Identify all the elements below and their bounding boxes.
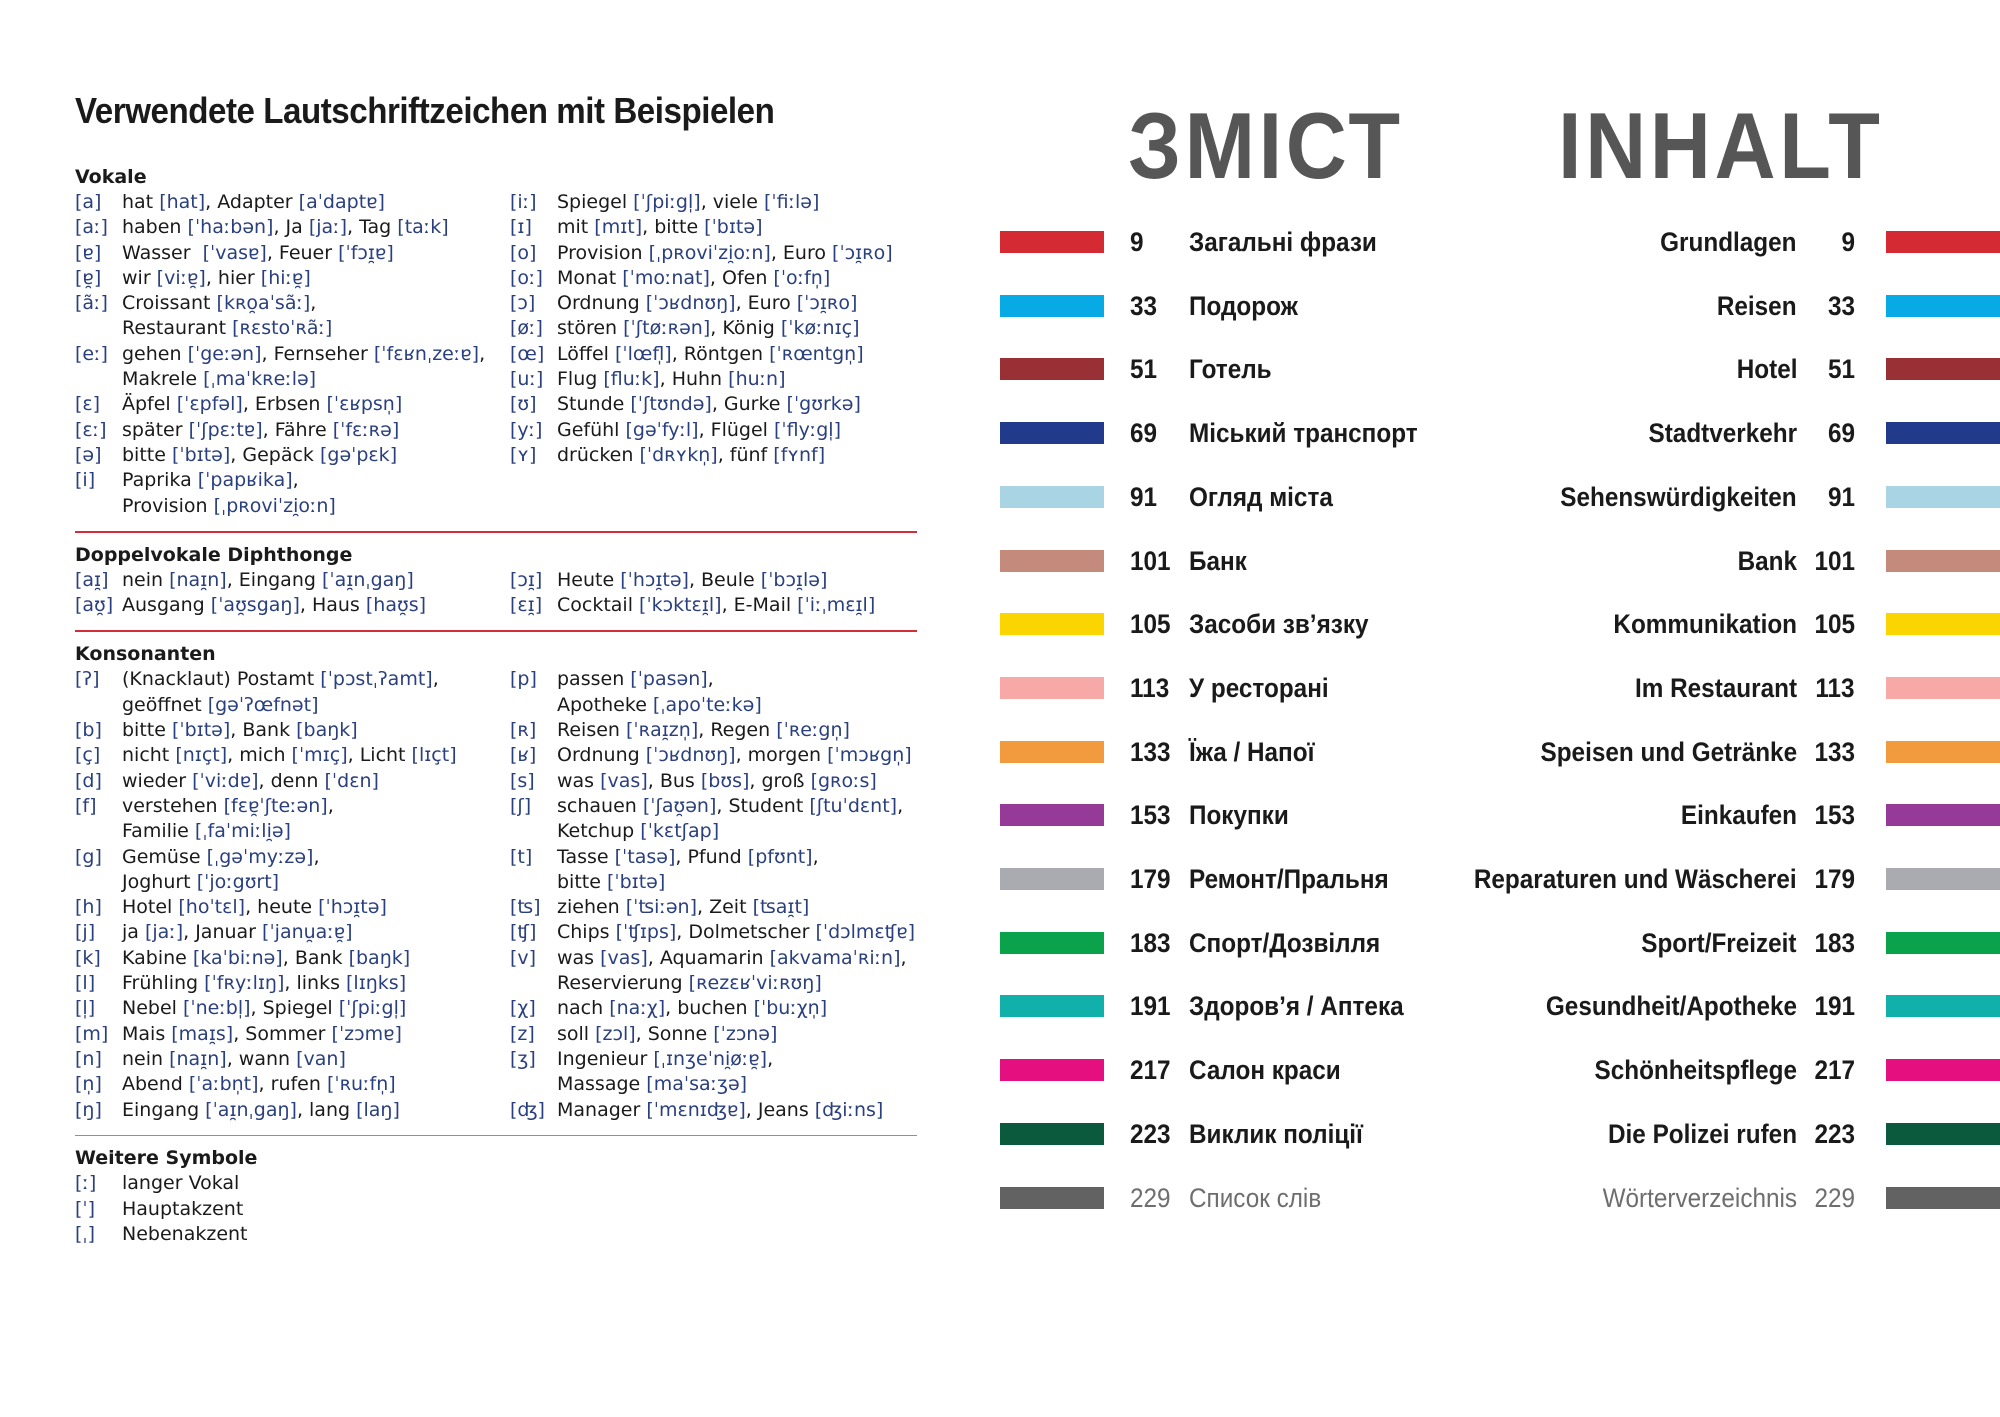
page-number: 183 xyxy=(1130,927,1171,958)
phonetic-symbol: [øː] xyxy=(510,317,543,340)
section-title-ukrainian: Список слів xyxy=(1189,1182,1322,1213)
section-title-ukrainian: Огляд міста xyxy=(1189,481,1333,512)
section-color-bar xyxy=(1886,613,2000,635)
example-words: nein [naɪ̯n], wann [van] xyxy=(122,1047,346,1070)
example-words: Stunde [ˈʃtʊndə], Gurke [ˈgʊrkə] xyxy=(557,393,861,416)
section-title-german: Stadtverkehr xyxy=(1648,418,1797,449)
section-color-bar xyxy=(1886,804,2000,826)
phonetic-symbol: [ãː] xyxy=(75,292,108,315)
phonetic-symbol: [v] xyxy=(510,946,537,969)
phonetic-symbol: [t] xyxy=(510,845,533,868)
example-words: Monat [ˈmoːnat], Ofen [ˈoːfn̩] xyxy=(557,266,831,289)
phonetic-symbol: [ɛː] xyxy=(75,418,107,441)
toc-entry[interactable] xyxy=(0,986,2000,1026)
page-number: 33 xyxy=(1130,290,1158,321)
example-words: Gemüse [ˌgəˈmyːzə], Joghurt [ˈjoːgʊrt] xyxy=(122,845,320,893)
phonetic-symbol: [ˈ] xyxy=(75,1197,96,1220)
phonetic-symbol: [ɐ̯] xyxy=(75,266,102,289)
example-words: Reisen [ˈʀaɪ̯zn̩], Regen [ˈʀeːgn̩] xyxy=(557,719,850,742)
example-words: Hotel [hoˈtɛl], heute [ˈhɔɪ̯tə] xyxy=(122,896,387,919)
symbol-row xyxy=(75,769,510,794)
example-words: Mais [maɪ̯s], Sommer [ˈzɔmɐ] xyxy=(122,1022,402,1045)
page-number: 9 xyxy=(1130,227,1144,257)
symbol-row xyxy=(75,190,510,215)
section-color-bar xyxy=(1000,422,1104,444)
phonetic-symbol: [ʔ] xyxy=(75,668,100,691)
section-color-bar xyxy=(1886,550,2000,572)
phonetic-title: Verwendete Lautschriftzeichen mit Beispielen xyxy=(75,90,775,131)
example-words: Eingang [ˈaɪ̯nˌgaŋ], lang [laŋ] xyxy=(122,1098,400,1121)
section-color-bar xyxy=(1886,932,2000,954)
section-title-german: Schönheitspflege xyxy=(1594,1055,1797,1086)
page-number: 105 xyxy=(1130,609,1171,640)
example-words: Paprika [ˈpapʁika], Provision [ˌpʀoviˈzi̯oːn] xyxy=(122,469,336,517)
phonetic-symbol: [j] xyxy=(75,921,96,944)
phonetic-symbol: [ʏ] xyxy=(510,443,537,466)
page-number: 183 xyxy=(1814,927,1855,958)
section-title-german: Wörterverzeichnis xyxy=(1602,1182,1797,1213)
page-number: 179 xyxy=(1130,864,1171,894)
section-title-ukrainian: Здоров’я / Аптека xyxy=(1189,991,1404,1022)
section-title-german: Speisen und Getränke xyxy=(1540,736,1797,767)
phonetic-symbol: [h] xyxy=(75,896,102,919)
phonetic-symbol: [ʤ] xyxy=(510,1098,545,1121)
toc-entry[interactable] xyxy=(0,413,2000,453)
section-title-german: Bank xyxy=(1737,545,1797,576)
phonetic-symbol: [ʀ] xyxy=(510,719,537,742)
phonetic-symbol: [ʦ] xyxy=(510,896,541,919)
example-words: Kabine [kaˈbiːnə], Bank [baŋk] xyxy=(122,946,411,969)
section-color-bar xyxy=(1000,932,1104,954)
page-number: 69 xyxy=(1130,418,1158,449)
example-words: nein [naɪ̯n], Eingang [ˈaɪ̯nˌgaŋ] xyxy=(122,568,414,591)
section-title-ukrainian: Салон краси xyxy=(1189,1055,1341,1086)
example-words: nicht [nɪçt], mich [ˈmɪç], Licht [lɪçt] xyxy=(122,744,457,767)
page-number: 113 xyxy=(1130,672,1170,703)
example-words: langer Vokal xyxy=(122,1172,240,1195)
section-color-bar xyxy=(1886,868,2000,890)
section-title-ukrainian: Засоби зв’язку xyxy=(1189,609,1369,640)
phonetic-symbol: [g] xyxy=(75,845,102,868)
section-title-ukrainian: Готель xyxy=(1189,354,1272,385)
page-number: 223 xyxy=(1814,1118,1855,1149)
example-words: Löffel [ˈlœfl̩], Röntgen [ˈʀœntgn̩] xyxy=(557,342,864,365)
page-number: 229 xyxy=(1130,1182,1171,1213)
example-words: nach [naːχ], buchen [ˈbuːχn̩] xyxy=(557,997,828,1020)
example-words: Croissant [kʀo̯aˈsãː], Restaurant [ʀɛstoˈʀãː] xyxy=(122,292,333,340)
toc-entry[interactable] xyxy=(0,859,2000,899)
phonetic-symbol: [m] xyxy=(75,1022,109,1045)
example-words: Ausgang [ˈaʊ̯sgaŋ], Haus [haʊ̯s] xyxy=(122,594,427,617)
section-color-bar xyxy=(1886,1187,2000,1209)
phonetic-symbol: [a] xyxy=(75,191,102,213)
example-words: ziehen [ˈʦiːən], Zeit [ʦaɪ̯t] xyxy=(557,896,810,919)
phonetic-symbol: [ɐ] xyxy=(75,241,102,264)
example-words: Äpfel [ˈɛpfəl], Erbsen [ˈɛʁpsn̩] xyxy=(122,393,403,416)
page-number: 223 xyxy=(1130,1118,1171,1149)
example-words: Heute [ˈhɔɪ̯tə], Beule [ˈbɔɪ̯lə] xyxy=(557,568,828,591)
page-number: 101 xyxy=(1814,545,1855,576)
section-title-german: Hotel xyxy=(1736,354,1797,385)
example-words: Provision [ˌpʀoviˈzi̯oːn], Euro [ˈɔɪ̯ʀo] xyxy=(557,241,893,264)
phonetic-symbol: [i] xyxy=(75,469,96,492)
page-number: 217 xyxy=(1130,1055,1171,1086)
phonetic-symbol: [ˌ] xyxy=(75,1222,96,1245)
example-words: Ingenieur [ˌɪnʒeˈni̯øːɐ̯], Massage [maˈsaːʒə] xyxy=(557,1047,774,1096)
section-title-german: Grundlagen xyxy=(1660,227,1797,257)
section-title-ukrainian: Виклик поліції xyxy=(1189,1118,1363,1149)
section-title-german: Sehenswürdigkeiten xyxy=(1560,481,1797,512)
toc-title-ukrainian: ЗМІСТ xyxy=(1128,93,1404,198)
phonetic-symbol: [f] xyxy=(75,794,97,817)
example-words: Hauptakzent xyxy=(122,1197,244,1220)
section-color-bar xyxy=(1000,550,1104,572)
section-color-bar xyxy=(1000,1123,1104,1145)
phonetic-symbol: [ə] xyxy=(75,443,102,466)
phonetic-symbol: [ʧ] xyxy=(510,921,537,944)
toc-entry[interactable] xyxy=(0,349,2000,389)
phonetic-symbol: [ç] xyxy=(75,744,101,767)
page-number: 179 xyxy=(1814,864,1855,894)
example-words: Nebel [ˈneːbl̩], Spiegel [ˈʃpiːgl̩] xyxy=(122,997,407,1020)
section-color-bar xyxy=(1886,358,2000,380)
page-number: 101 xyxy=(1130,545,1171,576)
page-number: 91 xyxy=(1130,481,1158,512)
toc-entry[interactable] xyxy=(0,286,2000,326)
page-number: 91 xyxy=(1827,481,1855,512)
phonetic-symbol: [l̩] xyxy=(75,997,96,1020)
section-color-bar xyxy=(1000,804,1104,826)
phonetic-symbol: [yː] xyxy=(510,418,543,441)
section-title-german: Sport/Freizeit xyxy=(1641,927,1797,958)
page-number: 191 xyxy=(1814,991,1855,1022)
phonetic-symbol: [ɔɪ̯] xyxy=(510,568,543,591)
example-words: Cocktail [ˈkɔktɛɪ̯l], E-Mail [ˈiːˌmɛɪ̯l] xyxy=(557,594,876,617)
section-color-bar xyxy=(1886,1059,2000,1081)
example-words: gehen [ˈgeːən], Fernseher [ˈfɛʁnˌzeːɐ], Makrele [ˌmaˈkʀeːlə] xyxy=(122,342,486,391)
page-number: 51 xyxy=(1130,354,1158,385)
phonetic-symbol: [d] xyxy=(75,769,102,792)
example-words: schauen [ˈʃaʊ̯ən], Student [ʃtuˈdɛnt], Ketchup [ˈkɛtʃap] xyxy=(557,794,904,843)
section-title-ukrainian: Банк xyxy=(1189,545,1247,576)
example-words: Chips [ˈʧɪps], Dolmetscher [ˈdɔlmɛʧɐ] xyxy=(557,921,916,944)
example-words: Wasser [ˈvasɐ], Feuer [ˈfɔɪ̯ɐ] xyxy=(122,241,394,264)
section-color-bar xyxy=(1000,741,1104,763)
toc-entry[interactable] xyxy=(0,1114,2000,1154)
phonetic-symbol: [s] xyxy=(510,769,535,792)
section-color-bar xyxy=(1000,868,1104,890)
toc-entry[interactable] xyxy=(0,541,2000,581)
toc-entry[interactable] xyxy=(0,732,2000,772)
phonetic-symbol: [ʒ] xyxy=(510,1047,536,1070)
toc-entry[interactable] xyxy=(0,604,2000,644)
phonetic-symbol: [aɪ̯] xyxy=(75,568,109,591)
phonetic-symbol: [oː] xyxy=(510,266,543,289)
phonetic-symbol: [ɛ] xyxy=(75,393,101,416)
example-words: stören [ˈʃtøːʀən], König [ˈkøːnɪç] xyxy=(557,317,860,340)
toc-entry[interactable] xyxy=(0,668,2000,708)
phonetic-symbol: [iː] xyxy=(510,191,537,213)
page-number: 153 xyxy=(1814,800,1855,831)
section-color-bar xyxy=(1000,358,1104,380)
example-words: soll [zɔl], Sonne [ˈzɔnə] xyxy=(557,1022,778,1045)
page-number: 133 xyxy=(1814,736,1855,767)
phonetic-symbol: [ʊ] xyxy=(510,393,537,416)
section-title-german: Reisen xyxy=(1717,290,1797,321)
section-color-bar xyxy=(1886,295,2000,317)
section-color-bar xyxy=(1886,741,2000,763)
section-color-bar xyxy=(1886,1123,2000,1145)
phonetic-symbol: [ɛɪ̯] xyxy=(510,594,543,617)
phonetic-symbol: [ː] xyxy=(75,1172,97,1195)
page-number: 153 xyxy=(1130,800,1171,831)
example-words: Tasse [ˈtasə], Pfund [pfʊnt], bitte [ˈbɪtə] xyxy=(557,845,819,893)
toc-entry[interactable] xyxy=(0,923,2000,963)
example-words: was [vas], Bus [bʊs], groß [gʀoːs] xyxy=(557,769,877,792)
phonetic-symbol: [n] xyxy=(75,1047,102,1070)
example-words: Manager [ˈmɛnɪʤɐ], Jeans [ʤiːns] xyxy=(557,1098,884,1121)
example-words: hat [hat], Adapter [aˈdaptɐ] xyxy=(122,191,385,213)
toc-entry[interactable] xyxy=(0,1178,2000,1218)
example-words: Flug [fluːk], Huhn [huːn] xyxy=(557,368,786,391)
example-words: mit [mɪt], bitte [ˈbɪtə] xyxy=(557,216,763,239)
weitere-heading: Weitere Symbole xyxy=(75,1147,258,1170)
phonetic-symbol: [χ] xyxy=(510,997,536,1020)
section-title-ukrainian: Міський транспорт xyxy=(1189,418,1418,449)
section-title-german: Reparaturen und Wäscherei xyxy=(1474,864,1797,894)
phonetic-symbol: [ʃ] xyxy=(510,794,532,817)
example-words: passen [ˈpasən], Apotheke [ˌapoˈteːkə] xyxy=(557,668,762,716)
section-title-ukrainian: Ремонт/Пральня xyxy=(1189,864,1389,894)
section-color-bar xyxy=(1886,486,2000,508)
phonetic-symbol: [œ] xyxy=(510,342,545,365)
section-color-bar xyxy=(1000,995,1104,1017)
toc-entry[interactable] xyxy=(0,795,2000,835)
example-words: später [ˈʃpɛːtɐ], Fähre [ˈfɛːʀə] xyxy=(122,418,400,441)
phonetic-symbol: [ɔ] xyxy=(510,292,536,315)
example-words: wir [viːɐ̯], hier [hiːɐ̯] xyxy=(122,266,311,289)
section-color-bar xyxy=(1000,677,1104,699)
phonetic-symbol: [ɪ] xyxy=(510,216,532,239)
section-title-german: Im Restaurant xyxy=(1634,672,1797,703)
section-title-ukrainian: Загальні фрази xyxy=(1189,227,1377,257)
symbol-row xyxy=(510,769,920,794)
example-words: Spiegel [ˈʃpiːgl̩], viele [ˈfiːlə] xyxy=(557,191,820,213)
phonetic-symbol: [uː] xyxy=(510,368,544,391)
section-color-bar xyxy=(1886,677,2000,699)
example-words: Ordnung [ˈɔʁdnʊŋ], morgen [ˈmɔʁgn̩] xyxy=(557,744,912,767)
section-color-bar xyxy=(1000,486,1104,508)
section-color-bar xyxy=(1000,295,1104,317)
section-title-ukrainian: Спорт/Дозвілля xyxy=(1189,927,1381,958)
example-words: Frühling [ˈfʀyːlɪŋ], links [lɪŋks] xyxy=(122,972,407,995)
example-words: was [vas], Aquamarin [akvamaˈʀiːn], Reservierung [ʀezɛʁˈviːʀʊŋ] xyxy=(557,946,907,995)
example-words: ja [jaː], Januar [ˈjanu̯aːɐ̯] xyxy=(122,921,353,944)
phonetic-symbol: [p] xyxy=(510,668,537,691)
section-title-ukrainian: Покупки xyxy=(1189,800,1289,831)
page-number: 51 xyxy=(1827,354,1855,385)
section-color-bar xyxy=(1886,422,2000,444)
section-color-bar xyxy=(1886,231,2000,253)
example-words: bitte [ˈbɪtə], Gepäck [gəˈpɛk] xyxy=(122,443,398,466)
phonetic-symbol: [z] xyxy=(510,1022,535,1045)
phonetic-symbol: [eː] xyxy=(75,342,108,365)
section-color-bar xyxy=(1000,1187,1104,1209)
diphthonge-heading: Doppelvokale Diphthonge xyxy=(75,543,353,566)
example-words: drücken [ˈdʀʏkn̩], fünf [fʏnf] xyxy=(557,443,826,466)
section-title-german: Gesundheit/Apotheke xyxy=(1545,991,1797,1022)
symbol-row xyxy=(510,190,920,215)
example-words: haben [ˈhaːbən], Ja [jaː], Tag [taːk] xyxy=(122,216,449,239)
example-words: bitte [ˈbɪtə], Bank [baŋk] xyxy=(122,719,358,742)
page-number: 69 xyxy=(1827,418,1855,449)
example-words: Abend [ˈaːbn̩t], rufen [ˈʀuːfn̩] xyxy=(122,1073,396,1096)
section-divider xyxy=(75,531,917,533)
toc-entry[interactable] xyxy=(0,222,2000,262)
phonetic-symbol: [ŋ] xyxy=(75,1098,102,1121)
example-words: wieder [ˈviːdɐ], denn [ˈdɛn] xyxy=(122,769,379,792)
section-title-ukrainian: У ресторані xyxy=(1189,672,1329,703)
example-words: Ordnung [ˈɔʁdnʊŋ], Euro [ˈɔɪ̯ʀo] xyxy=(557,292,858,315)
example-words: Gefühl [gəˈfyːl], Flügel [ˈflyːgl̩] xyxy=(557,418,842,441)
konsonanten-heading: Konsonanten xyxy=(75,643,216,666)
section-title-german: Einkaufen xyxy=(1680,800,1797,831)
phonetic-symbol: [ʁ] xyxy=(510,744,537,767)
page-number: 191 xyxy=(1130,991,1171,1022)
section-color-bar xyxy=(1000,613,1104,635)
vokale-heading: Vokale xyxy=(75,166,147,188)
phonetic-symbol: [n̩] xyxy=(75,1073,102,1096)
phonetic-symbol: [b] xyxy=(75,719,102,742)
section-color-bar xyxy=(1886,995,2000,1017)
section-color-bar xyxy=(1000,1059,1104,1081)
phonetic-symbol: [k] xyxy=(75,946,101,969)
symbol-row xyxy=(75,1222,510,1247)
phonetic-symbol: [o] xyxy=(510,241,537,264)
toc-entry[interactable] xyxy=(0,477,2000,517)
toc-title-german: INHALT xyxy=(1558,93,1884,198)
page-number: 105 xyxy=(1814,609,1855,640)
page-number: 9 xyxy=(1841,227,1855,257)
section-title-ukrainian: Подорож xyxy=(1189,290,1298,321)
section-title-german: Die Polizei rufen xyxy=(1607,1118,1797,1149)
phonetic-symbol: [aː] xyxy=(75,216,108,239)
section-title-ukrainian: Їжа / Напої xyxy=(1189,736,1315,767)
example-words: verstehen [fɛɐ̯ˈʃteːən], Familie [ˌfaˈmiːli̯ə] xyxy=(122,794,334,843)
page-number: 33 xyxy=(1827,290,1855,321)
section-color-bar xyxy=(1000,231,1104,253)
example-words: Nebenakzent xyxy=(122,1222,248,1245)
page-number: 133 xyxy=(1130,736,1171,767)
phonetic-symbol: [aʊ̯] xyxy=(75,594,114,617)
page-number: 229 xyxy=(1814,1182,1855,1213)
section-title-german: Kommunikation xyxy=(1613,609,1797,640)
phonetic-symbol: [l] xyxy=(75,972,96,995)
page-number: 113 xyxy=(1815,672,1855,703)
toc-entry[interactable] xyxy=(0,1050,2000,1090)
example-words: (Knacklaut) Postamt [ˈpɔstˌʔamt], geöffnet [gəˈʔœfnət] xyxy=(122,668,439,716)
page-number: 217 xyxy=(1814,1055,1855,1086)
